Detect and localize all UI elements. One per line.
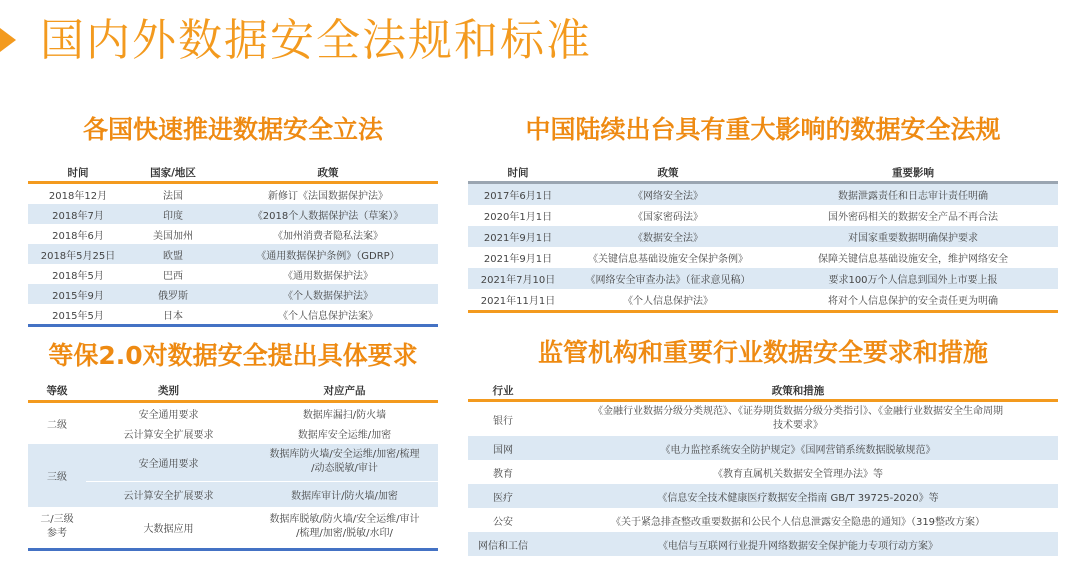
cell-policy: 《通用数据保护条例》（GDRP） xyxy=(218,244,438,264)
cell-products: 数据库审计/防火墙/加密 xyxy=(251,481,438,507)
cell-policy: 新修订《法国数据保护法》 xyxy=(218,184,438,204)
header-category: 类别 xyxy=(158,384,179,397)
legislation-table xyxy=(28,163,438,327)
cell-category: 云计算安全扩展要求 xyxy=(86,481,251,507)
cell-time: 2021年9月1日 xyxy=(468,226,568,247)
table-row xyxy=(468,508,1058,532)
table-row xyxy=(28,284,438,304)
cell-impact: 将对个人信息保护的安全责任更为明确 xyxy=(768,289,1058,310)
header-industry: 行业 xyxy=(492,385,514,397)
industry-table xyxy=(468,382,1058,556)
section-title-legislation: 各国快速推进数据安全立法 xyxy=(82,115,383,144)
cell-level xyxy=(28,507,86,547)
china-regulations-table xyxy=(468,163,1058,313)
cell-measures: 《关于紧急排查整改重要数据和公民个人信息泄露安全隐患的通知》（319整改方案） xyxy=(538,508,1058,532)
cell-measures: 《教育直属机关数据安全管理办法》等 xyxy=(538,460,1058,484)
cell-level: 三级 xyxy=(28,443,86,507)
cell-country: 法国 xyxy=(128,184,218,204)
cell-impact: 保障关键信息基础设施安全，维护网络安全 xyxy=(768,247,1058,268)
cell-country: 美国加州 xyxy=(128,224,218,244)
section-title-mlps: 等保2.0对数据安全提出具体要求 xyxy=(48,341,418,370)
cell-policy: 《网络安全法》 xyxy=(568,184,768,205)
table-header xyxy=(468,382,1058,399)
title-arrow-icon xyxy=(0,28,16,52)
cell-policy: 《国家密码法》 xyxy=(568,205,768,226)
header-policy: 政策 xyxy=(317,166,339,179)
header-policy: 政策 xyxy=(657,166,679,179)
cell-country: 巴西 xyxy=(128,264,218,284)
table-row xyxy=(468,402,1058,436)
table-row xyxy=(28,244,438,264)
cell-time: 2018年6月 xyxy=(28,224,128,244)
cell-impact: 数据泄露责任和日志审计责任明确 xyxy=(768,184,1058,205)
cell-impact: 国外密码相关的数据安全产品不再合法 xyxy=(768,205,1058,226)
cell-policy: 《个人数据保护法》 xyxy=(218,284,438,304)
cell-category: 安全通用要求 xyxy=(86,443,251,481)
cell-industry: 教育 xyxy=(468,460,538,484)
products-line: 数据库脱敏/防火墙/安全运维/审计 xyxy=(269,514,420,525)
table-row xyxy=(28,481,438,507)
cell-measures: 《电力监控系统安全防护规定》《国网营销系统数据脱敏规范》 xyxy=(538,436,1058,460)
table-row xyxy=(468,289,1058,310)
cell-products: 数据库漏扫/防火墙 xyxy=(251,403,438,423)
cell-time: 2018年7月 xyxy=(28,204,128,224)
cell-time: 2018年12月 xyxy=(28,184,128,204)
table-row xyxy=(468,268,1058,289)
measures-line: 《金融行业数据分级分类规范》、《证券期货数据分级分类指引》、《金融行业数据安全生命周期 xyxy=(593,406,1003,417)
cell-policy: 《数据安全法》 xyxy=(568,226,768,247)
cell-industry: 国网 xyxy=(468,436,538,460)
header-products: 对应产品 xyxy=(323,384,366,397)
cell-time: 2015年5月 xyxy=(28,304,128,324)
cell-time: 2021年9月1日 xyxy=(468,247,568,268)
cell-country: 欧盟 xyxy=(128,244,218,264)
table-header xyxy=(28,382,438,399)
cell-time: 2020年1月1日 xyxy=(468,205,568,226)
cell-time: 2018年5月25日 xyxy=(28,244,128,264)
table-row xyxy=(28,264,438,284)
cell-industry: 公安 xyxy=(468,508,538,532)
cell-time: 2018年5月 xyxy=(28,264,128,284)
cell-industry: 银行 xyxy=(468,402,538,436)
cell-impact: 对国家重要数据明确保护要求 xyxy=(768,226,1058,247)
cell-time: 2015年9月 xyxy=(28,284,128,304)
cell-measures: 《电信与互联网行业提升网络数据安全保护能力专项行动方案》 xyxy=(538,532,1058,556)
cell-country: 日本 xyxy=(128,304,218,324)
cell-products xyxy=(251,443,438,481)
cell-products: 数据库安全运维/加密 xyxy=(251,423,438,443)
header-time: 时间 xyxy=(67,166,89,179)
mlps-table xyxy=(28,382,438,551)
table-row xyxy=(28,443,438,481)
measures-line: 技术要求》 xyxy=(773,420,823,431)
section-title-china-regulations: 中国陆续出台具有重大影响的数据安全法规 xyxy=(525,115,1001,144)
page-title: 国内外数据安全法规和标准 xyxy=(40,15,592,66)
level-line: 二/三级 xyxy=(40,514,74,525)
cell-time: 2017年6月1日 xyxy=(468,184,568,205)
table-row xyxy=(28,184,438,204)
cell-policy: 《关键信息基础设施安全保护条例》 xyxy=(568,247,768,268)
header-country: 国家/地区 xyxy=(150,166,196,179)
header-time: 时间 xyxy=(507,166,529,179)
cell-policy: 《加州消费者隐私法案》 xyxy=(218,224,438,244)
table-row xyxy=(28,423,438,443)
cell-policy: 《通用数据保护法》 xyxy=(218,264,438,284)
cell-impact: 要求100万个人信息到国外上市要上报 xyxy=(768,268,1058,289)
cell-country: 俄罗斯 xyxy=(128,284,218,304)
cell-policy: 《2018个人数据保护法（草案）》 xyxy=(218,204,438,224)
table-row xyxy=(468,484,1058,508)
products-line: 数据库防火墙/安全运维/加密/梳理 xyxy=(269,449,420,460)
table-row xyxy=(468,460,1058,484)
cell-measures xyxy=(538,402,1058,436)
level-line: 参考 xyxy=(47,528,67,539)
section-title-industry: 监管机构和重要行业数据安全要求和措施 xyxy=(537,338,988,367)
cell-category: 大数据应用 xyxy=(86,507,251,547)
cell-products xyxy=(251,507,438,547)
table-row xyxy=(468,226,1058,247)
cell-industry: 网信和工信 xyxy=(468,532,538,556)
cell-category: 云计算安全扩展要求 xyxy=(86,423,251,443)
cell-industry: 医疗 xyxy=(468,484,538,508)
table-row xyxy=(28,224,438,244)
cell-level: 二级 xyxy=(28,403,86,443)
table-row xyxy=(28,304,438,324)
cell-policy: 《网络安全审查办法》（征求意见稿） xyxy=(568,268,768,289)
table-row xyxy=(468,532,1058,556)
table-header xyxy=(468,163,1058,181)
table-row xyxy=(28,204,438,224)
cell-category: 安全通用要求 xyxy=(86,403,251,423)
table-row xyxy=(28,403,438,423)
table-header xyxy=(28,163,438,181)
table-row xyxy=(468,247,1058,268)
table-row xyxy=(28,507,438,547)
header-level: 等级 xyxy=(46,384,68,397)
cell-country: 印度 xyxy=(128,204,218,224)
table-row xyxy=(468,184,1058,205)
header-impact: 重要影响 xyxy=(892,166,934,179)
header-measures: 政策和措施 xyxy=(771,385,825,397)
products-line: /梳理/加密/脱敏/水印/ xyxy=(296,528,393,539)
cell-policy: 《个人信息保护法》 xyxy=(568,289,768,310)
table-row xyxy=(468,205,1058,226)
cell-policy: 《个人信息保护法案》 xyxy=(218,304,438,324)
table-row xyxy=(468,436,1058,460)
cell-time: 2021年11月1日 xyxy=(468,289,568,310)
cell-time: 2021年7月10日 xyxy=(468,268,568,289)
cell-measures: 《信息安全技术健康医疗数据安全指南 GB/T 39725-2020》等 xyxy=(538,484,1058,508)
products-line: /动态脱敏/审计 xyxy=(311,463,378,474)
